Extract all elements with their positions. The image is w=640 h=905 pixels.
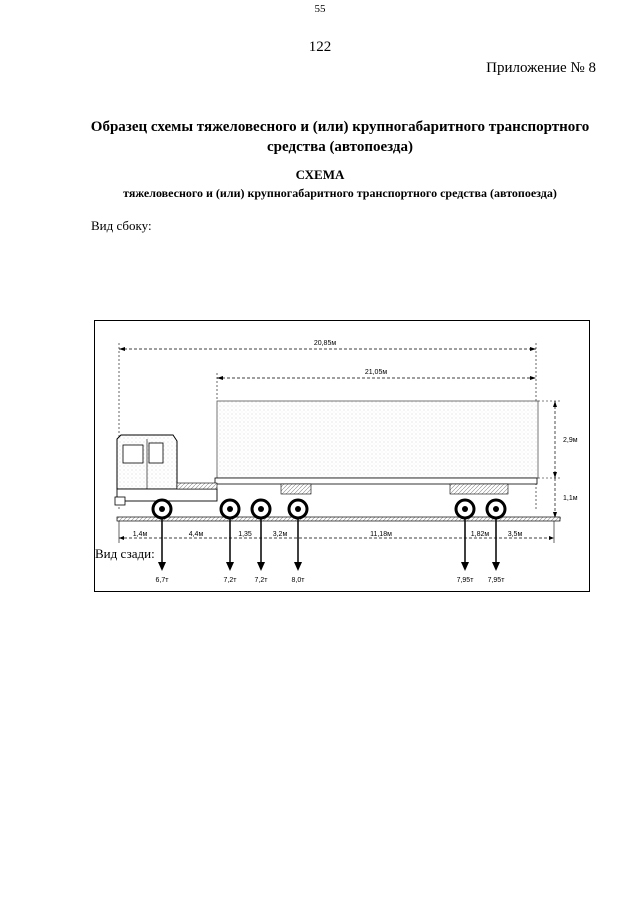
axle-load-arrows — [156, 518, 506, 584]
axle-load-label: 8,0т — [291, 577, 305, 584]
axle-spacing-label: 11,18м — [370, 531, 392, 538]
trailer-frame — [215, 478, 537, 494]
axle-spacing-label: 3,2м — [272, 531, 288, 538]
axle-load-arrow — [457, 518, 475, 584]
rear-view-label: Вид сзади: — [95, 546, 155, 561]
total-length-label: 20,85м — [313, 340, 337, 347]
axle-load-arrow — [224, 518, 238, 584]
trailer-height-label: 2,9м — [563, 437, 578, 444]
wheel — [221, 500, 239, 518]
axle-spacing-label: 1,82м — [470, 531, 490, 538]
axle-load-arrow — [292, 518, 306, 584]
wheel — [487, 500, 505, 518]
axle-spacing-label: 1,35 — [238, 531, 252, 538]
deck-height-label: 1,1м — [563, 495, 578, 502]
wheels — [153, 500, 505, 518]
schema-subtitle: тяжеловесного и (или) крупногабаритного транспортного средства (автопоезда) — [123, 186, 557, 200]
axle-load-arrow — [255, 518, 269, 584]
axle-load-label: 7,2т — [254, 577, 268, 584]
schema-heading: СХЕМА — [295, 167, 345, 182]
tractor-cab — [115, 435, 217, 505]
trailer-length-dimension — [217, 367, 536, 401]
axle-load-label: 7,95т — [456, 577, 474, 584]
axle-load-arrow — [488, 518, 506, 584]
wheel — [289, 500, 307, 518]
wheel — [456, 500, 474, 518]
axle-load-label: 7,2т — [223, 577, 237, 584]
axle-load-label: 7,95т — [487, 577, 505, 584]
appendix-label: Приложение № 8 — [486, 60, 596, 76]
axle-spacing-label: 4,4м — [188, 531, 204, 538]
top-page-number: 55 — [314, 3, 326, 15]
wheel — [153, 500, 171, 518]
trailer-body — [217, 401, 538, 478]
trailer-length-label: 21,05м — [364, 369, 388, 376]
axle-spacing-label: 3,5м — [507, 531, 523, 538]
axle-load-arrow — [156, 518, 170, 584]
axle-spacing-label: 1,4м — [132, 531, 148, 538]
vehicle-diagram — [94, 320, 590, 592]
wheel — [252, 500, 270, 518]
side-view-label: Вид сбоку: — [91, 218, 152, 233]
axle-load-label: 6,7т — [155, 577, 169, 584]
page-number: 122 — [308, 39, 332, 55]
document-title: Образец схемы тяжеловесного и (или) крупногабаритного транспортного средства (автопоезда) — [90, 119, 590, 155]
axle-spacing-dimensions — [119, 521, 554, 543]
